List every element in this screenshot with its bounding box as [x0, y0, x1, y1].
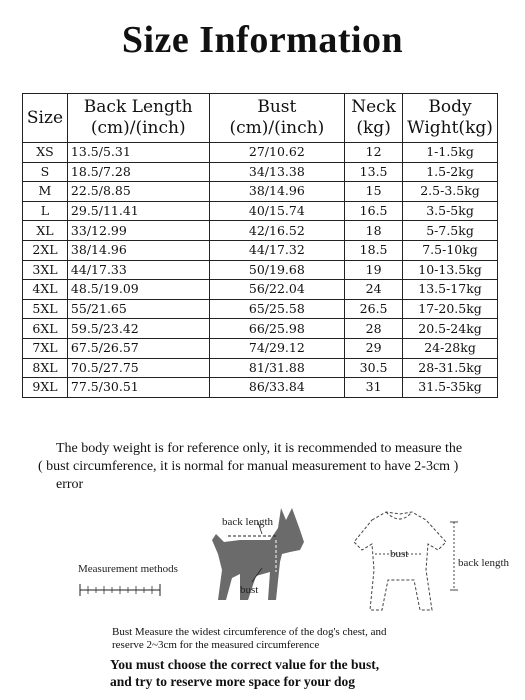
cell-back-length: 22.5/8.85: [67, 182, 209, 202]
dog-bust-label: bust: [240, 584, 259, 596]
table-row: [23, 280, 498, 300]
header-body-weight-unit: Wight(kg): [407, 118, 493, 138]
cell-body-weight: 28-31.5kg: [403, 358, 498, 378]
cell-neck: 24: [345, 280, 403, 300]
cell-body-weight: 10-13.5kg: [403, 260, 498, 280]
bust-note-line-2: reserve 2~3cm for the measured circumference: [112, 639, 320, 651]
table-row: [23, 201, 498, 221]
cell-body-weight: 1-1.5kg: [403, 143, 498, 163]
cell-neck: 16.5: [345, 201, 403, 221]
cell-bust: 50/19.68: [209, 260, 345, 280]
header-body-weight: [403, 94, 498, 143]
header-size: Size: [23, 94, 68, 143]
cell-size: 5XL: [23, 299, 68, 319]
table-row: [23, 162, 498, 182]
cell-size: 4XL: [23, 280, 68, 300]
cell-bust: 81/31.88: [209, 358, 345, 378]
note-line-2: ( bust circumference, it is normal for manual measurement to have 2-3cm ): [38, 459, 459, 474]
header-back-length-title: Back Length: [83, 97, 193, 117]
shirt-back-length-label: back length: [458, 557, 510, 569]
cell-neck: 29: [345, 338, 403, 358]
size-table: [22, 93, 498, 398]
cell-bust: 38/14.96: [209, 182, 345, 202]
table-row: [23, 299, 498, 319]
table-header-row: [23, 94, 498, 143]
cell-size: S: [23, 162, 68, 182]
header-back-length: [67, 94, 209, 143]
cell-size: 3XL: [23, 260, 68, 280]
cell-back-length: 18.5/7.28: [67, 162, 209, 182]
cell-body-weight: 31.5-35kg: [403, 378, 498, 398]
cell-neck: 30.5: [345, 358, 403, 378]
cell-back-length: 13.5/5.31: [67, 143, 209, 163]
header-neck-title: Neck: [351, 97, 396, 117]
cell-back-length: 59.5/23.42: [67, 319, 209, 339]
cell-neck: 13.5: [345, 162, 403, 182]
cell-back-length: 77.5/30.51: [67, 378, 209, 398]
cell-bust: 86/33.84: [209, 378, 345, 398]
tape-measure-icon: [80, 584, 160, 596]
note-line-1: The body weight is for reference only, it is recommended to measure the: [56, 441, 463, 456]
cell-body-weight: 13.5-17kg: [403, 280, 498, 300]
cell-back-length: 33/12.99: [67, 221, 209, 241]
cell-bust: 27/10.62: [209, 143, 345, 163]
cell-bust: 40/15.74: [209, 201, 345, 221]
cell-body-weight: 7.5-10kg: [403, 240, 498, 260]
page-title: Size Information: [121, 19, 404, 61]
cell-back-length: 67.5/26.57: [67, 338, 209, 358]
cell-body-weight: 3.5-5kg: [403, 201, 498, 221]
header-back-length-unit: (cm)/(inch): [90, 118, 186, 138]
cell-neck: 19: [345, 260, 403, 280]
cell-back-length: 44/17.33: [67, 260, 209, 280]
cell-bust: 56/22.04: [209, 280, 345, 300]
cell-bust: 34/13.38: [209, 162, 345, 182]
cell-neck: 28: [345, 319, 403, 339]
bust-measure-note: [112, 626, 432, 652]
cell-neck: 18: [345, 221, 403, 241]
cell-neck: 18.5: [345, 240, 403, 260]
cell-bust: 74/29.12: [209, 338, 345, 358]
cell-body-weight: 20.5-24kg: [403, 319, 498, 339]
cell-back-length: 48.5/19.09: [67, 280, 209, 300]
cell-size: 7XL: [23, 338, 68, 358]
table-row: [23, 338, 498, 358]
cell-body-weight: 1.5-2kg: [403, 162, 498, 182]
measurement-methods-label: Measurement methods: [78, 563, 178, 575]
table-row: [23, 221, 498, 241]
bottom-advice-line-2: and try to reserve more space for your dog: [110, 674, 355, 689]
header-neck-unit: (kg): [356, 118, 391, 138]
note-line-3: error: [56, 477, 84, 492]
cell-body-weight: 5-7.5kg: [403, 221, 498, 241]
dog-back-length-label: back length: [222, 516, 274, 528]
table-row: [23, 143, 498, 163]
cell-body-weight: 17-20.5kg: [403, 299, 498, 319]
shirt-bust-label: bust: [390, 548, 409, 560]
header-bust: [209, 94, 345, 143]
cell-neck: 12: [345, 143, 403, 163]
cell-back-length: 55/21.65: [67, 299, 209, 319]
cell-size: M: [23, 182, 68, 202]
header-neck: [345, 94, 403, 143]
cell-size: XL: [23, 221, 68, 241]
cell-back-length: 38/14.96: [67, 240, 209, 260]
table-row: [23, 378, 498, 398]
table-row: [23, 260, 498, 280]
cell-neck: 31: [345, 378, 403, 398]
header-bust-unit: (cm)/(inch): [229, 118, 325, 138]
cell-size: 8XL: [23, 358, 68, 378]
cell-back-length: 70.5/27.75: [67, 358, 209, 378]
table-row: [23, 182, 498, 202]
cell-bust: 44/17.32: [209, 240, 345, 260]
table-row: [23, 240, 498, 260]
bottom-advice: [110, 656, 430, 690]
table-row: [23, 319, 498, 339]
cell-neck: 15: [345, 182, 403, 202]
cell-body-weight: 2.5-3.5kg: [403, 182, 498, 202]
cell-size: L: [23, 201, 68, 221]
cell-bust: 65/25.58: [209, 299, 345, 319]
cell-bust: 66/25.98: [209, 319, 345, 339]
cell-back-length: 29.5/11.41: [67, 201, 209, 221]
cell-neck: 26.5: [345, 299, 403, 319]
bottom-advice-line-1: You must choose the correct value for the bust,: [110, 657, 380, 672]
cell-size: 9XL: [23, 378, 68, 398]
header-bust-title: Bust: [257, 97, 297, 117]
cell-bust: 42/16.52: [209, 221, 345, 241]
table-row: [23, 358, 498, 378]
dog-shirt-icon: [354, 512, 446, 610]
cell-body-weight: 24-28kg: [403, 338, 498, 358]
cell-size: 2XL: [23, 240, 68, 260]
cell-size: XS: [23, 143, 68, 163]
bust-note-line-1: Bust Measure the widest circumference of the dog's chest, and: [112, 626, 387, 638]
cell-size: 6XL: [23, 319, 68, 339]
header-body-weight-title: Body: [428, 97, 472, 117]
reference-note: [38, 440, 498, 494]
